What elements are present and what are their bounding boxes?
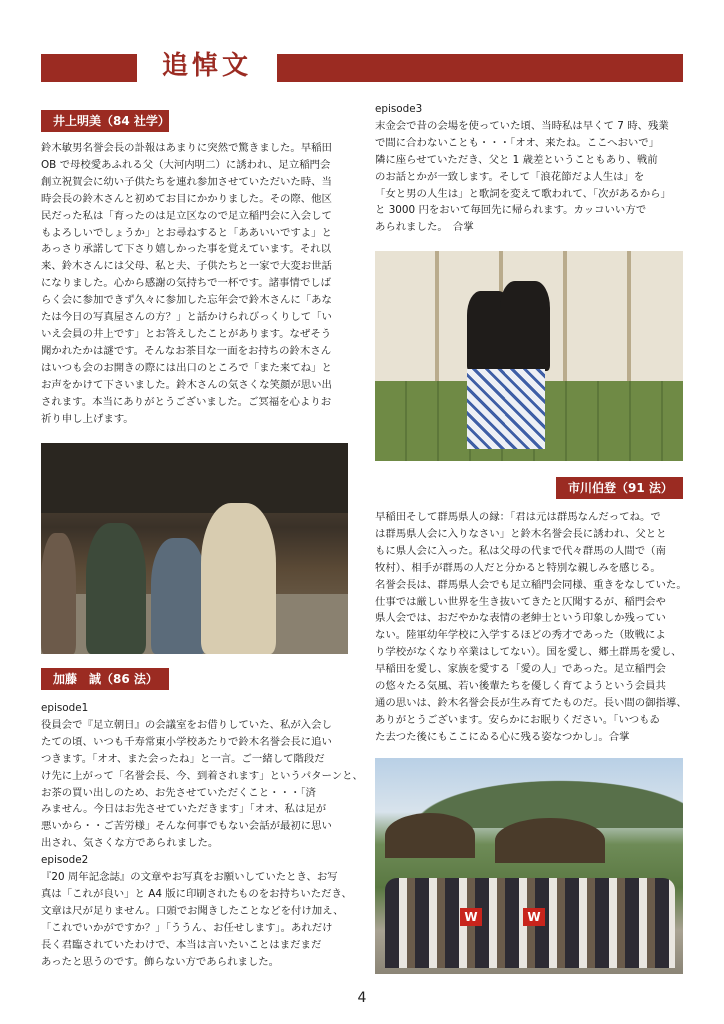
text-line: episode2 [41, 854, 89, 867]
banner-bar-right [277, 54, 683, 82]
text-line: あられました。 合掌 [375, 221, 474, 234]
text-line: 鈴木敏男名誉会長の訃報はあまりに突然で驚きました。早稲田 [41, 142, 332, 154]
text-line: り学校がなくなり卒業はしてない）。国を愛し、郷土群馬を愛し、 [375, 646, 682, 659]
text-line: 来、鈴木さんには父母、私と夫、子供たちと一家で大変お世話 [41, 260, 332, 273]
text-line: 真は「これが良い」と A4 版に印刷されたものをお持ちいただき、 [41, 887, 352, 900]
banner-bar-left [41, 54, 137, 82]
text-line: 役員会で『足立朝日』の会議室をお借りしていた、私が入会し [41, 718, 332, 731]
text-line: になりました。心から感謝の気持ちで一杯です。諸事情でしば [41, 277, 331, 290]
text-line: もよろしいでしょうか」とお尋ねすると「ああいいですよ」と [41, 226, 332, 239]
episode3-body [375, 101, 671, 236]
text-line: け先に上がって「名誉会長、今、到着されます」というパターンと、 [41, 769, 363, 782]
waseda-flag: W [523, 908, 545, 926]
text-line: 長く君臨されていたわけで、本当は言いたいことはまだまだ [41, 938, 322, 951]
title-banner [41, 51, 683, 82]
text-line: 早稲田を愛し、家族を愛する「愛の人」であった。足立稲門会 [375, 663, 666, 676]
author-tag-kato: 加藤 誠（86 法） [41, 668, 169, 690]
photo-dance [375, 251, 683, 461]
author-tag-inoue: 井上明美（84 社学） [41, 110, 169, 132]
text-line: されます。本当にありがとうございました。ご冥福を心よりお [41, 395, 332, 408]
waseda-flag: W [460, 908, 482, 926]
text-line: 時会長の鈴木さんと初めてお目にかかりました。その際、他区 [41, 192, 332, 205]
text-line: あったと思うのです。飾らない方であられました。 [41, 955, 280, 968]
text-line: つきます。「オオ、また会ったね」と一言。ご一緒して階段だ [41, 752, 325, 765]
photo-street-scene [41, 443, 348, 654]
text-line: いえ会員の井上です」とお答えしたことがあります。なぜそう [41, 327, 332, 340]
text-line: らく会に参加できず久々に参加した忘年会で鈴木さんに「あな [41, 294, 332, 307]
text-line: の悠々たる気風、若い後輩たちを優しく育てようという会員共 [375, 680, 666, 693]
text-line: たての頃、いつも千寿常東小学校あたりで鈴木名誉会長に追い [41, 735, 332, 748]
text-line: 通の思いは、鈴木名誉会長が生み育てたものだ。長い間の御指導、 [375, 696, 687, 709]
text-line: お声をかけて下さいました。鈴木さんの気さくな笑顔が思い出 [41, 378, 332, 391]
text-line: ありがとうございます。安らかにお眠りください。「いつもゐ [375, 713, 660, 726]
text-line: 隣に座らせていただき、父と 1 歳差ということもあり、戦前 [375, 153, 658, 166]
text-line: はいつも会のお開きの際には出口のところで「また来てね」と [41, 361, 332, 374]
text-line: と 3000 円をおいて毎回先に帰られます。カッコいい方で [375, 204, 647, 217]
text-line: 「女と男の人生は」と歌詞を変えて歌われて、「次があるから」 [375, 187, 671, 200]
text-line: 祈り申し上げます。 [41, 412, 134, 425]
text-line: は群馬県人会に入りなさい」と鈴木名誉会長に誘われ、父とと [375, 527, 667, 540]
text-line: 創立祝賀会に幼い子供たちを連れ参加させていただいた時、当 [41, 175, 332, 188]
text-line: 『20 周年記念誌』の文章やお写真をお願いしていたとき、お写 [41, 871, 338, 884]
text-line: 悪いから・・ご苦労様」そんな何事でもない会話が最初に思い [41, 820, 332, 833]
page-number: 4 [357, 990, 367, 1006]
ichikawa-body [375, 509, 687, 746]
text-line: た去つた後にもここにゐる心に残る姿なつかし」。合掌 [375, 730, 630, 743]
text-line: episode1 [41, 702, 89, 714]
author-tag-ichikawa: 市川伯登（91 法） [556, 477, 683, 499]
text-line: もに県人会に入った。私は父母の代まで代々群馬の人間で（南 [375, 544, 666, 557]
text-line: 早稲田そして群馬県人の縁：「君は元は群馬なんだってね。で [375, 511, 661, 523]
text-line: 民だった私は「育ったのは足立区なので足立稲門会に入会して [41, 209, 332, 222]
text-line: episode3 [375, 103, 423, 115]
inoue-body [41, 140, 332, 427]
text-line: OB で母校愛あふれる父（大河内明二）に誘われ、足立稲門会 [41, 158, 331, 171]
text-line: 「これでいかがですか？」「ううん、お任せします」。あれだけ [41, 921, 333, 934]
text-line: 聞かれたかは謎です。そんなお茶目な一面をお持ちの鈴木さん [41, 344, 332, 357]
text-line: で間に合わないことも・・・「オオ、来たね。ここへおいで」 [375, 136, 660, 149]
photo-group [375, 758, 683, 974]
text-line: あっさり承諾して下さり嬉しかった事を覚えています。それ以 [41, 243, 331, 256]
text-line: 名誉会長は、群馬県人会でも足立稲門会同様、重きをなしていた。 [375, 578, 687, 591]
kato-body [41, 700, 363, 971]
text-line: 末金会で昔の会場を使っていた頃、当時私は早くて 7 時、残業 [375, 119, 669, 132]
text-line: ない。陸軍幼年学校に入学するほどの秀才であった（敗戦によ [375, 629, 666, 642]
text-line: お茶の買い出しのため、お先させていただくこと・・・「済 [41, 786, 316, 799]
text-line: 県人会では、おだやかな表情の老紳士という印象しか残ってい [375, 612, 666, 625]
text-line: のお話とかが一致します。そして「浪花節だよ人生は」を [375, 170, 645, 183]
text-line: たは今日の写真屋さんの方？」と話かけられびっくりして「い [41, 311, 332, 324]
text-line: 文章は尺が足りません。口頭でお聞きしたことなどを付け加え、 [41, 904, 344, 917]
text-line: 仕事では厳しい世界を生き抜いてきたと仄聞するが、稲門会や [375, 595, 666, 608]
text-line: 牧村）、相手が群馬の人だと分かると特別な親しみを感じる。 [375, 561, 661, 574]
text-line: 出され、気さくな方であられました。 [41, 837, 219, 850]
text-line: みません。今日はお先させていただきます」「オオ、私は足が [41, 803, 327, 816]
page-title: 追悼文 [161, 51, 252, 81]
